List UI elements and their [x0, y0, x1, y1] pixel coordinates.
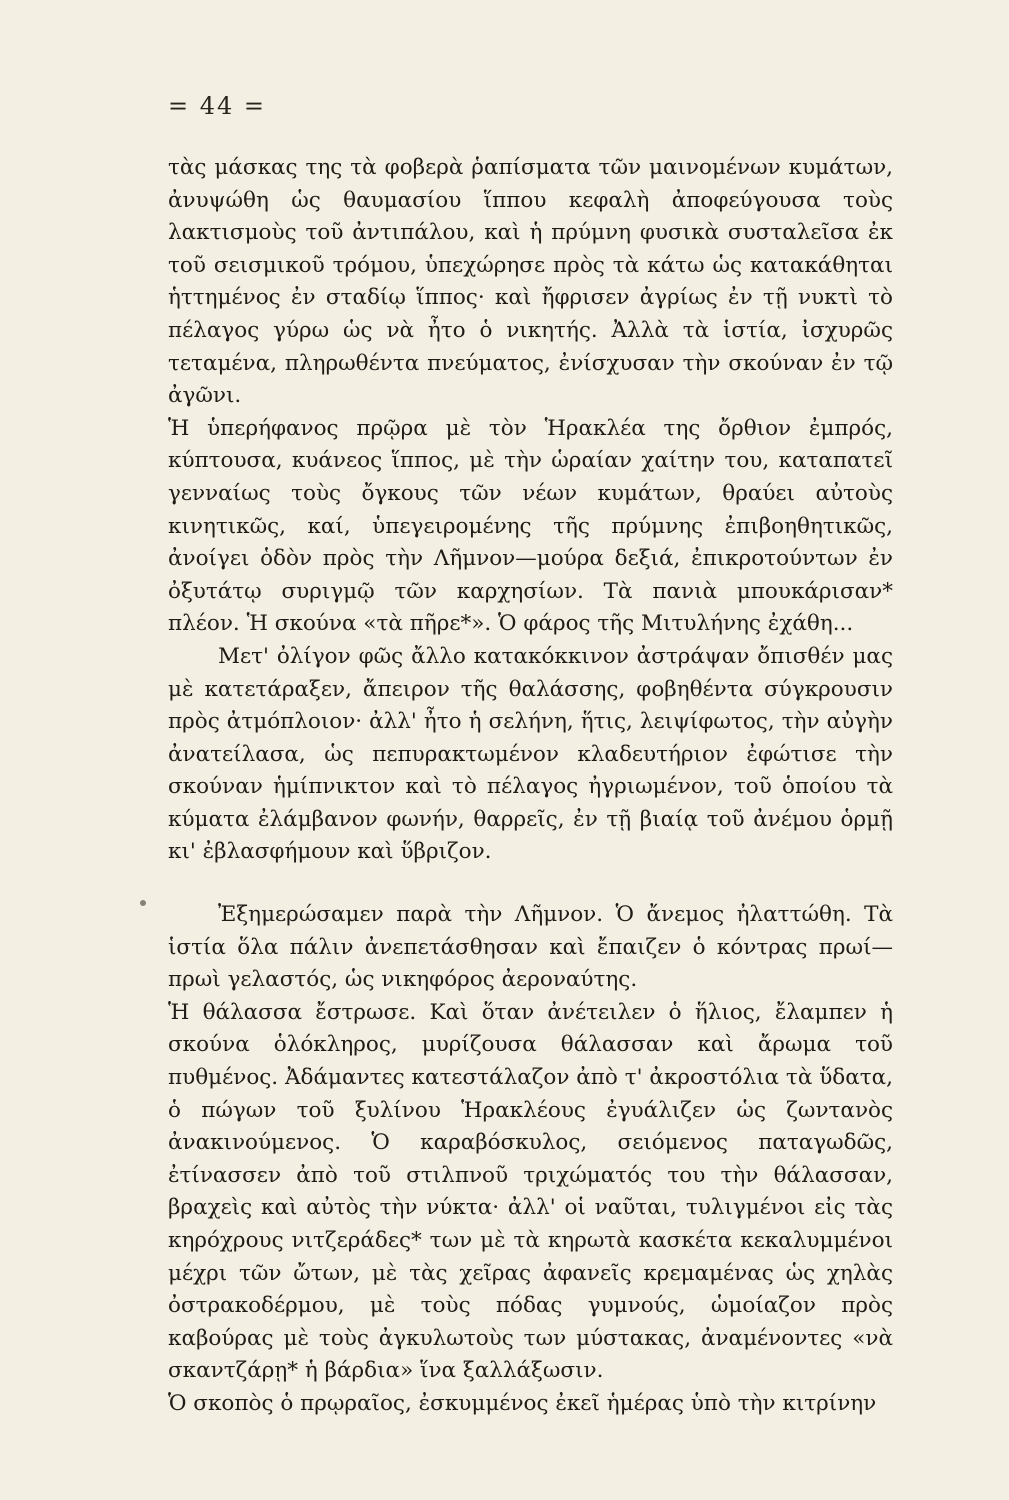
margin-speck: [140, 900, 146, 906]
paragraph-3: Μετ' ὀλίγον φῶς ἄλλο κατακόκκινον ἀστράψαν ὄπισθέν μας μὲ κατετάραξεν, ἄπειρον τῆς θαλάσσης, φοβηθέντα σύγκρουσιν πρὸς ἀτμόπλοιον· ἀλλ' ἦτο ἡ σελήνη, ἥτις, λειψίφωτος, τὴν αὐγὴν ἀνατείλασα, ὡς πεπυρακτωμένον κλαδευτήριον ἐφώτισε τὴν σκούναν ἡμίπνικτον καὶ τὸ πέλαγος ἠγριωμένον, τοῦ ὁποίου τὰ κύματα ἐλάμβανον φωνήν, θαρρεῖς, ἐν τῇ βιαίᾳ τοῦ ἀνέμου ὁρμῇ κι' ἐβλασφήμουν καὶ ὕβριζον.: [168, 643, 893, 865]
paragraph-6: Ὁ σκοπὸς ὁ πρῳραῖος, ἐσκυμμένος ἐκεῖ ἡμέρας ὑπὸ τὴν κιτρίνην: [168, 1390, 877, 1416]
page-number: = 44 =: [168, 92, 267, 120]
paragraph-5: Ἡ θάλασσα ἔστρωσε. Καὶ ὅταν ἀνέτειλεν ὁ ἥλιος, ἔλαμπεν ἡ σκούνα ὁλόκληρος, μυρίζουσα θάλασσαν καὶ ἄρωμα τοῦ πυθμένος. Ἀδάμαντες κατεστάλαζον ἀπὸ τ' ἀκροστόλια τὰ ὕδατα, ὁ πώγων τοῦ ξυλίνου Ἡρακλέους ἐγυάλιζεν ὡς ζωντανὸς ἀνακινούμενος. Ὁ καραβόσκυλος, σειόμενος παταγωδῶς, ἐτίνασσεν ἀπὸ τοῦ στιλπνοῦ τριχώματός του τὴν θάλασσαν, βραχεὶς καὶ αὐτὸς τὴν νύκτα· ἀλλ' οἱ ναῦται, τυλιγμένοι εἰς τὰς κηρόχρους νιτζεράδες* των μὲ τὰ κηρωτὰ κασκέτα κεκαλυμμένοι μέχρι τῶν ὤτων, μὲ τὰς χεῖρας ἀφανεῖς κρεμαμένας ὡς χηλὰς ὀστρακοδέρμου, μὲ τοὺς πόδας γυμνούς, ὡμοίαζον πρὸς καβούρας μὲ τοὺς ἀγκυλωτοὺς των μύστακας, ἀναμένοντες «νὰ σκαντζάρῃ* ἡ βάρδια» ἵνα ξαλλάξωσιν.: [168, 999, 893, 1384]
paragraph-2: Ἡ ὑπερήφανος πρῷρα μὲ τὸν Ἡρακλέα της ὄρθιον ἐμπρός, κύπτουσα, κυάνεος ἵππος, μὲ τὴν ὡραίαν χαίτην του, καταπατεῖ γενναίως τοὺς ὄγκους τῶν νέων κυμάτων, θραύει αὐτοὺς κινητικῶς, καί, ὑπεγειρομένης τῆς πρύμνης ἐπιβοηθητικῶς, ἀνοίγει ὁδὸν πρὸς τὴν Λῆμνον—μούρα δεξιά, ἐπικροτούντων ἐν ὀξυτάτῳ συριγμῷ τῶν καρχησίων. Τὰ πανιὰ μπουκάρισαν* πλέον. Ἡ σκούνα «τὰ πῆρε*». Ὁ φάρος τῆς Μιτυλήνης ἐχάθη...: [168, 415, 893, 637]
body-text: [168, 152, 893, 1421]
paragraph-4: Ἐξημερώσαμεν παρὰ τὴν Λῆμνον. Ὁ ἄνεμος ἠλαττώθη. Τὰ ἱστία ὅλα πάλιν ἀνεπετάσθησαν καὶ ἔπαιζεν ὁ κόντρας πρωί— πρωὶ γελαστός, ὡς νικηφόρος ἀεροναύτης.: [168, 902, 893, 993]
paragraph-1: τὰς μάσκας της τὰ φοβερὰ ῥαπίσματα τῶν μαινομένων κυμάτων, ἀνυψώθη ὡς θαυμασίου ἵππου κεφαλὴ ἀποφεύγουσα τοὺς λακτισμοὺς τοῦ ἀντιπάλου, καὶ ἡ πρύμνη φυσικὰ συσταλεῖσα ἐκ τοῦ σεισμικοῦ τρόμου, ὑπεχώρησε πρὸς τὰ κάτω ὡς κατακάθηται ἡττημένος ἐν σταδίῳ ἵππος· καὶ ἤφρισεν ἀγρίως ἐν τῇ νυκτὶ τὸ πέλαγος γύρω ὡς νὰ ἦτο ὁ νικητής. Ἀλλὰ τὰ ἱστία, ἰσχυρῶς τεταμένα, πληρωθέντα πνεύματος, ἐνίσχυσαν τὴν σκούναν ἐν τῷ ἀγῶνι.: [168, 155, 893, 409]
